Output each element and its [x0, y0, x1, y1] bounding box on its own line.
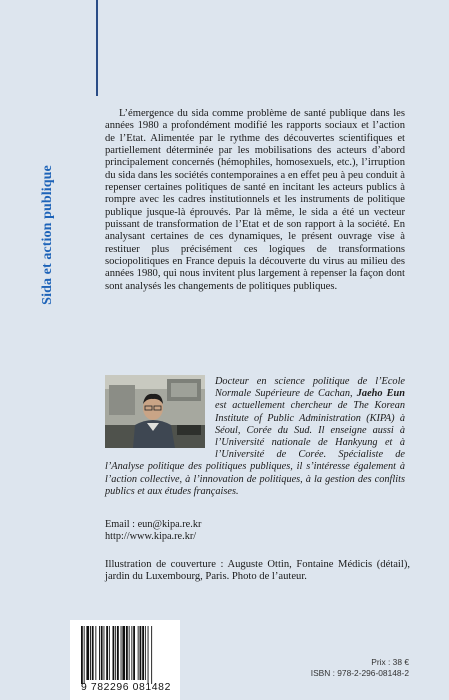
contact-block [105, 519, 355, 544]
summary-text: L’émergence du sida comme problème de santé publique dans les années 1980 a profondément modifié les rapports sociaux et l’action de l’Etat. Alimentée par le rythme des découvertes scientifiques et partiellement déterminée par les mobilisations des acteurs d’abord principalement concernés (hémophiles, homosexuels, etc.), l’irruption du sida dans les sociétés contemporaines a en effet peu à peu conduit à repenser certaines politiques de santé en incitant les acteurs publics à rompre avec les cadres institutionnels et les instruments de politique publique jusque-là éprouvés. Par là même, le sida a été un vecteur puissant de transformation de l’Etat et de son rapport à la société. En analysant certaines de ces dynamiques, le présent ouvrage vise à restituer plus précisément ces logiques de transformations sociopolitiques en France depuis la découverte du virus au milieu des années 1980, qui nous invitent plus largement à repenser la façon dont sont analysés les changements de politiques publiques. [105, 108, 405, 292]
barcode-icon [79, 626, 173, 684]
bio-lead: Docteur en science politique de l’Ecole Normale Supérieure de Cachan, [215, 376, 405, 400]
bio-rest: est actuellement chercheur de The Korean Institute of Public Administration (KIPA) à Séoul, Corée du Sud. Il enseigne aussi à l’Université nationale de Hankyung et à l’Université de Corée. Spécialiste de l’Analyse politique des politiques publiques, il s’intéresse également à l’action collective, à l’innovation de politiques, à la gestion des conflits publics et aux études françaises. [105, 400, 405, 497]
barcode-box [70, 620, 180, 700]
side-title-text: Sida et action publique [40, 165, 55, 305]
author-name: Jaeho Eun [356, 388, 405, 400]
author-email: Email : eun@kipa.re.kr [105, 519, 202, 530]
price-text: Prix : 38 € [371, 657, 409, 667]
cover-rule-line [96, 0, 98, 96]
side-title [38, 165, 58, 305]
price-block [311, 657, 409, 679]
author-website: http://www.kipa.re.kr/ [105, 531, 197, 543]
barcode-number: 9 782296 081482 [81, 682, 171, 693]
author-bio [105, 376, 405, 498]
cover-credits: Illustration de couverture : Auguste Ottin, Fontaine Médicis (détail), jardin du Luxembourg, Paris. Photo de l’auteur. [105, 559, 410, 583]
isbn-text: ISBN : 978-2-296-08148-2 [310, 668, 409, 678]
